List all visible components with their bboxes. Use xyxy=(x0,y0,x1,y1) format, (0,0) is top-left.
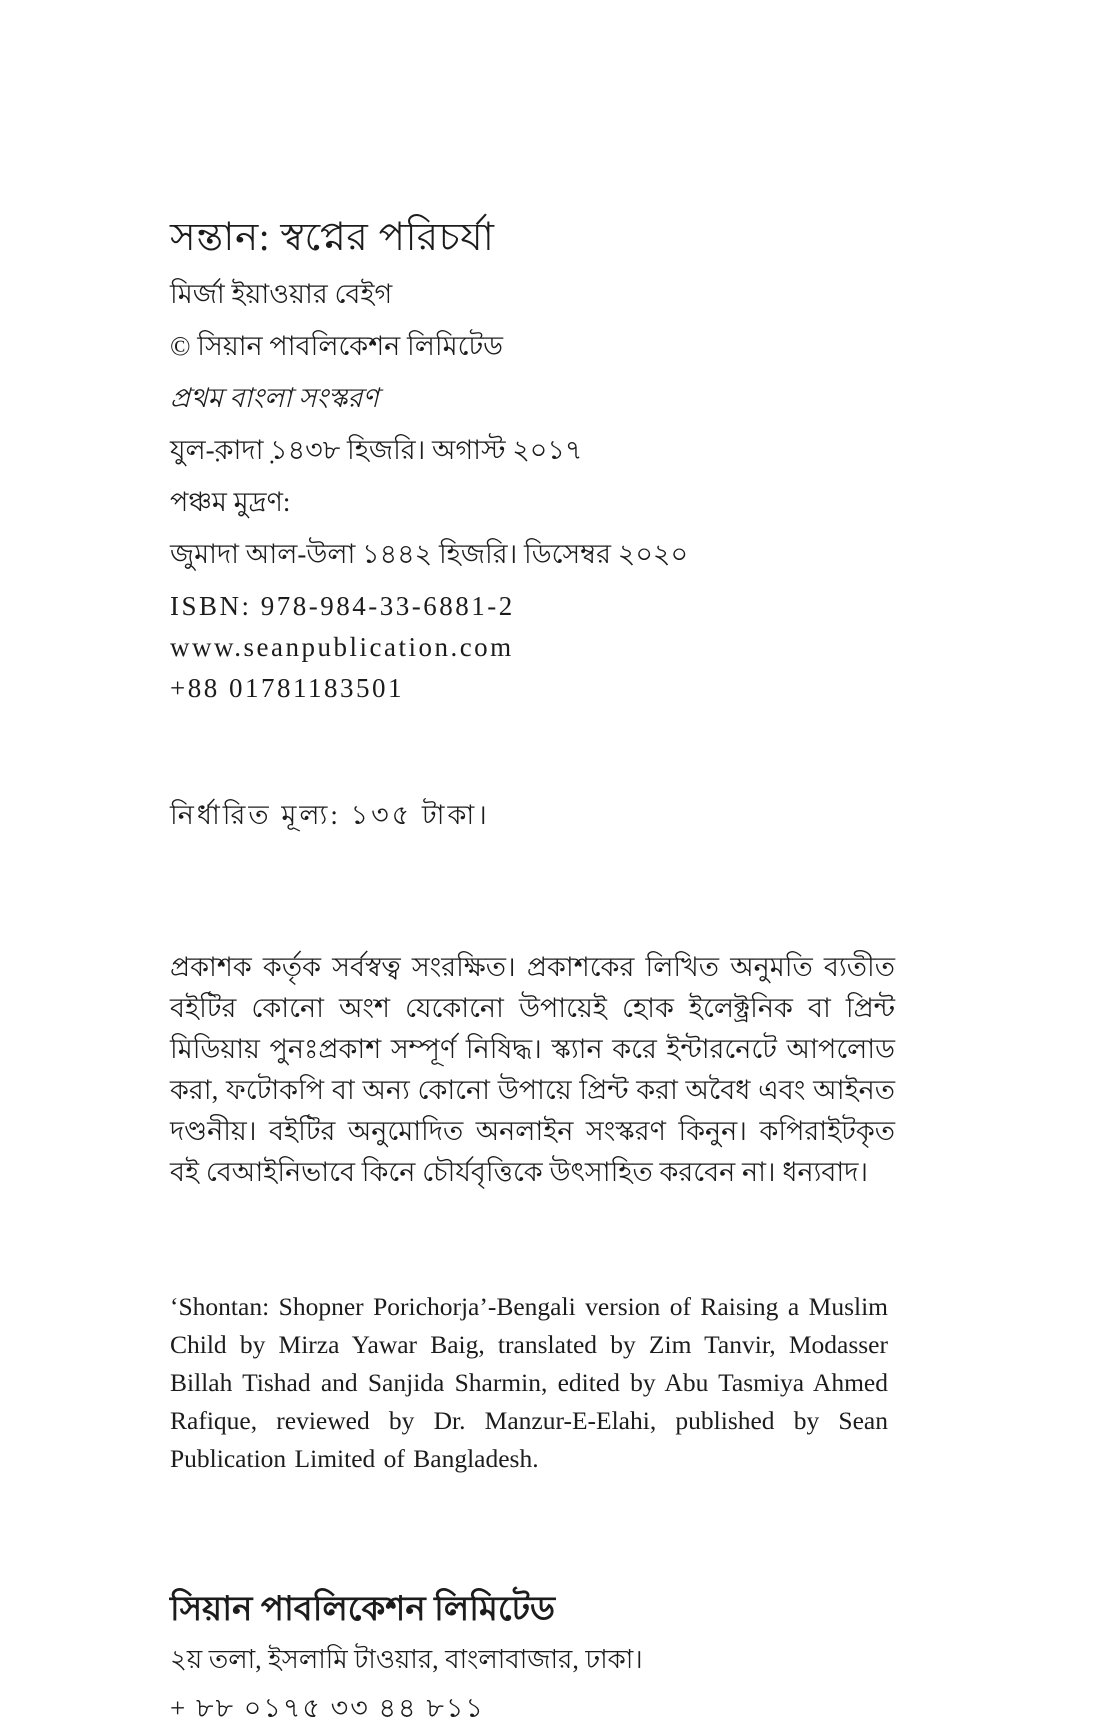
publisher-address: ২য় তলা, ইসলামি টাওয়ার, বাংলাবাজার, ঢাকা। xyxy=(170,1645,643,1674)
imprint-content xyxy=(170,218,895,1722)
book-title: সন্তান: স্বপ্নের পরিচর্যা xyxy=(170,216,495,259)
first-edition-label: প্রথম বাংলা সংস্করণ xyxy=(170,383,379,413)
first-edition-date: যুল-ক়াদা় ১৪৩৮ হিজরি। অগাস্ট ২০১৭ xyxy=(170,435,583,465)
website-line: www.seanpublication.com xyxy=(170,632,514,662)
print-run-label: পঞ্চম মুদ্রণ: xyxy=(170,487,291,517)
english-credits-paragraph: ‘Shontan: Shopner Porichorja’-Bengali version of Raising a Muslim Child by Mirza Yawar Baig, translated by Zim Tanvir, Modasser Billah Tishad and Sanjida Sharmin, edited by Abu Tasmiya Ahmed Rafique, reviewed by Dr. Manzur-E-Elahi, published by Sean Publication Limited of Bangladesh. xyxy=(170,1292,888,1473)
publisher-name: সিয়ান পাবলিকেশন লিমিটেড xyxy=(170,1591,556,1628)
copyright-holder-line: © সিয়ান পাবলিকেশন লিমিটেড xyxy=(170,331,504,361)
author-name: মির্জা ইয়াওয়ার বেইগ xyxy=(170,279,393,309)
publisher-phone: + ৮৮ ০১৭৫ ৩৩ ৪৪ ৮১১ xyxy=(170,1693,485,1723)
copyright-notice-paragraph: প্রকাশক কর্তৃক সর্বস্বত্ব সংরক্ষিত। প্রকাশকের লিখিত অনুমতি ব্যতীত বইটির কোনো অংশ যেকোনো উপায়েই হোক ইলেক্ট্রনিক বা প্রিন্ট মিডিয়ায় পুনঃপ্রকাশ সম্পূর্ণ নিষিদ্ধ। স্ক্যান করে ইন্টারনেটে আপলোড করা, ফটোকপি বা অন্য কোনো উপায়ে প্রিন্ট করা অবৈধ এবং আইনত দণ্ডনীয়। বইটির অনুমোদিত অনলাইন সংস্করণ কিনুন। কপিরাইটকৃত বই বেআইনিভাবে কিনে চৌর্যবৃত্তিকে উৎসাহিত করবেন না। ধন্যবাদ। xyxy=(170,952,895,1187)
phone-line: +88 01781183501 xyxy=(170,673,404,703)
print-run-date: জুমাদা আল-উলা ১৪৪২ হিজরি। ডিসেম্বর ২০২০ xyxy=(170,539,688,569)
publisher-block xyxy=(170,1593,895,1722)
price-line: নির্ধারিত মূল্য: ১৩৫ টাকা। xyxy=(170,800,490,830)
isbn-line: ISBN: 978-984-33-6881-2 xyxy=(170,591,515,621)
